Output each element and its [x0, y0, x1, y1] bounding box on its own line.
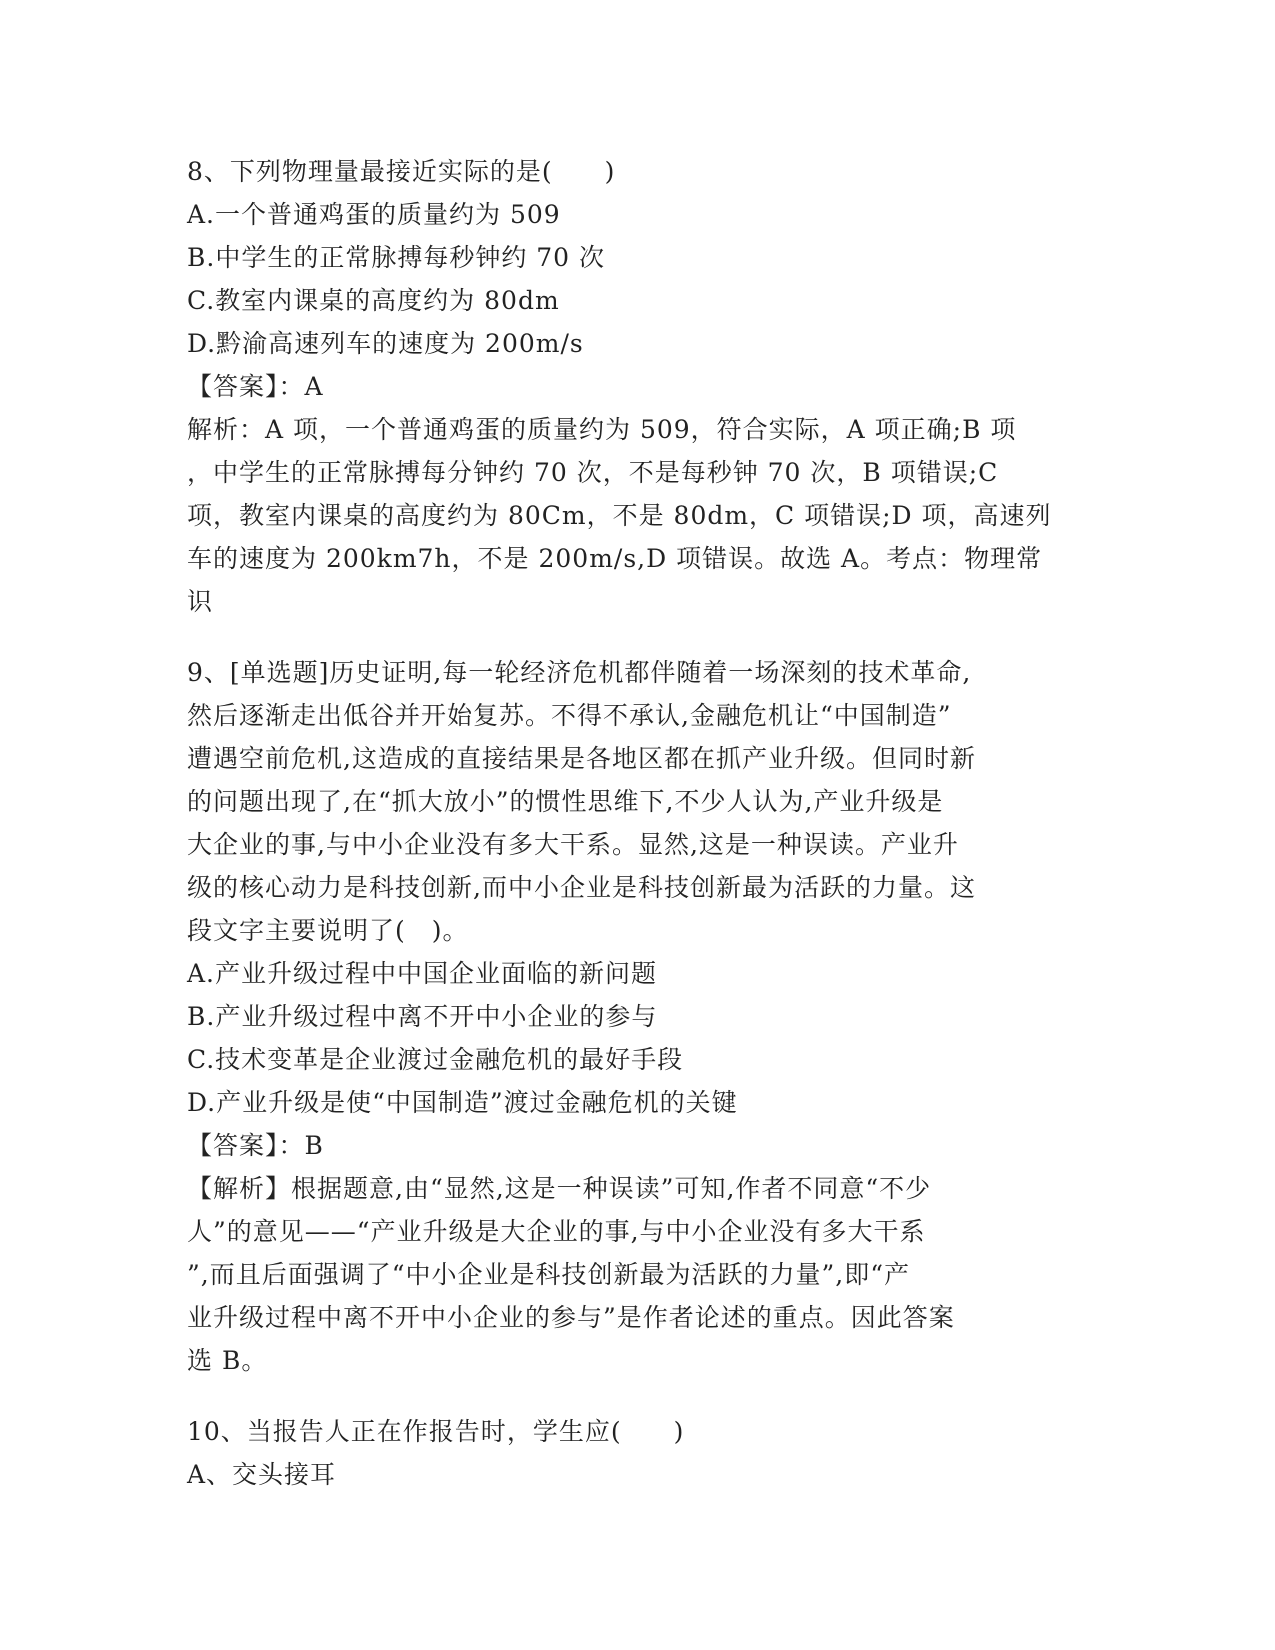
option-c: C.技术变革是企业渡过金融危机的最好手段 — [187, 1045, 684, 1074]
option-b: B.产业升级过程中离不开中小企业的参与 — [187, 1002, 658, 1031]
question-stem-line: 的问题出现了,在“抓大放小”的惯性思维下,不少人认为,产业升级是 — [187, 787, 944, 816]
question-stem-line: 段文字主要说明了( )。 — [187, 916, 469, 945]
question-stem: 10、当报告人正在作报告时，学生应( ) — [187, 1417, 685, 1446]
option-d: D.产业升级是使“中国制造”渡过金融危机的关键 — [187, 1088, 738, 1117]
question-spacer — [187, 623, 1087, 651]
answer: 【答案】：A — [187, 372, 324, 401]
option-d: D.黔渝高速列车的速度为 200m/s — [187, 329, 584, 358]
answer: 【答案】：B — [187, 1131, 324, 1160]
option-a: A.一个普通鸡蛋的质量约为 509 — [187, 200, 561, 229]
analysis-line: 车的速度为 200km7h，不是 200m/s,D 项错误。故选 A。考点：物理常 — [187, 544, 1043, 573]
question-stem-line: 遭遇空前危机,这造成的直接结果是各地区都在抓产业升级。但同时新 — [187, 744, 976, 773]
analysis-line: 【解析】根据题意,由“显然,这是一种误读”可知,作者不同意“不少 — [187, 1174, 932, 1203]
question-stem-line: 9、[单选题]历史证明,每一轮经济危机都伴随着一场深刻的技术革命, — [187, 658, 972, 687]
analysis-line: 选 B。 — [187, 1346, 268, 1375]
question-8 — [187, 150, 1087, 623]
analysis-line: ”,而且后面强调了“中小企业是科技创新最为活跃的力量”,即“产 — [187, 1260, 911, 1289]
question-stem: 8、下列物理量最接近实际的是( ) — [187, 157, 616, 186]
document-content — [187, 150, 1087, 1496]
question-9 — [187, 651, 1087, 1382]
analysis-line: 人”的意见——“产业升级是大企业的事,与中小企业没有多大干系 — [187, 1217, 926, 1246]
analysis-line: 业升级过程中离不开中小企业的参与”是作者论述的重点。因此答案 — [187, 1303, 955, 1332]
analysis-line: ，中学生的正常脉搏每分钟约 70 次，不是每秒钟 70 次，B 项错误;C — [187, 458, 999, 487]
analysis-line: 解析：A 项，一个普通鸡蛋的质量约为 509，符合实际，A 项正确;B 项 — [187, 415, 1017, 444]
option-b: B.中学生的正常脉搏每秒钟约 70 次 — [187, 243, 606, 272]
question-stem-line: 然后逐渐走出低谷并开始复苏。不得不承认,金融危机让“中国制造” — [187, 701, 952, 730]
question-stem-line: 级的核心动力是科技创新,而中小企业是科技创新最为活跃的力量。这 — [187, 873, 976, 902]
option-a: A.产业升级过程中中国企业面临的新问题 — [187, 959, 658, 988]
question-spacer — [187, 1382, 1087, 1410]
option-a: A、交头接耳 — [187, 1460, 337, 1489]
option-c: C.教室内课桌的高度约为 80dm — [187, 286, 560, 315]
question-10 — [187, 1410, 1087, 1496]
analysis-line: 识 — [187, 587, 214, 616]
analysis-line: 项，教室内课桌的高度约为 80Cm，不是 80dm，C 项错误;D 项，高速列 — [187, 501, 1052, 530]
question-stem-line: 大企业的事,与中小企业没有多大干系。显然,这是一种误读。产业升 — [187, 830, 959, 859]
